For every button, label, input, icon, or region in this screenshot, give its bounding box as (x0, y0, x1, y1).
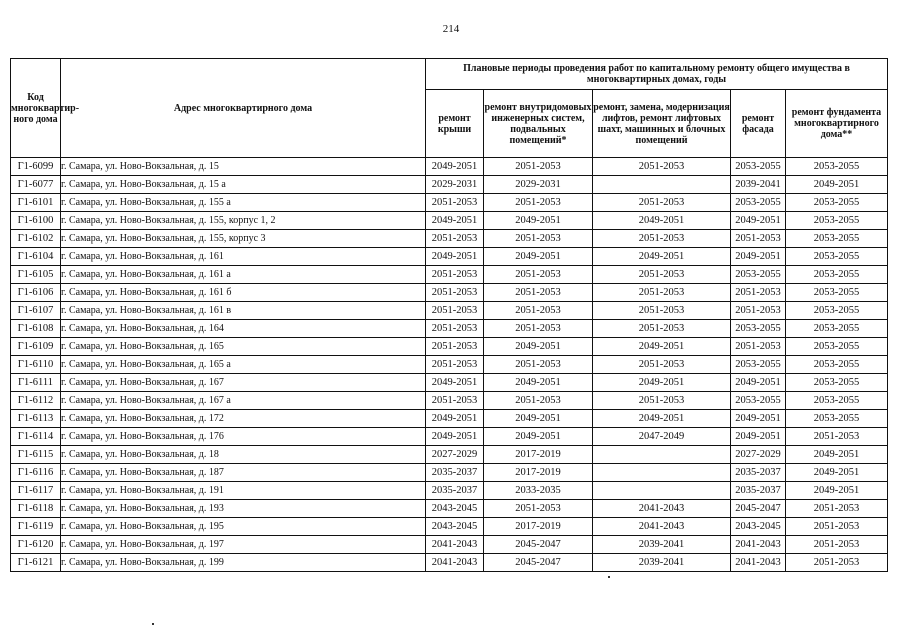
cell-facade: 2027-2029 (731, 446, 786, 464)
cell-engineering: 2049-2051 (484, 428, 593, 446)
cell-elevators: 2049-2051 (593, 338, 731, 356)
cell-address: г. Самара, ул. Ново-Вокзальная, д. 193 (61, 500, 426, 518)
cell-elevators: 2051-2053 (593, 356, 731, 374)
cell-elevators: 2051-2053 (593, 266, 731, 284)
cell-engineering: 2049-2051 (484, 212, 593, 230)
cell-code: Г1-6107 (11, 302, 61, 320)
table-row (11, 212, 888, 230)
header-engineering: ремонт внутридомовых инженерных систем, подвальных помещений* (484, 90, 593, 158)
cell-code: Г1-6111 (11, 374, 61, 392)
cell-engineering: 2049-2051 (484, 338, 593, 356)
cell-foundation: 2051-2053 (786, 500, 888, 518)
cell-code: Г1-6114 (11, 428, 61, 446)
cell-code: Г1-6118 (11, 500, 61, 518)
cell-code: Г1-6110 (11, 356, 61, 374)
cell-address: г. Самара, ул. Ново-Вокзальная, д. 167 а (61, 392, 426, 410)
cell-facade: 2051-2053 (731, 302, 786, 320)
table-row (11, 356, 888, 374)
cell-foundation: 2049-2051 (786, 446, 888, 464)
table-row (11, 554, 888, 572)
cell-foundation: 2053-2055 (786, 320, 888, 338)
cell-code: Г1-6104 (11, 248, 61, 266)
cell-foundation: 2053-2055 (786, 302, 888, 320)
cell-facade: 2053-2055 (731, 266, 786, 284)
cell-engineering: 2051-2053 (484, 320, 593, 338)
cell-code: Г1-6100 (11, 212, 61, 230)
cell-roof: 2051-2053 (426, 320, 484, 338)
cell-facade: 2053-2055 (731, 194, 786, 212)
cell-elevators: 2051-2053 (593, 392, 731, 410)
cell-engineering: 2049-2051 (484, 248, 593, 266)
cell-facade: 2041-2043 (731, 554, 786, 572)
table-row (11, 338, 888, 356)
cell-facade: 2049-2051 (731, 374, 786, 392)
cell-address: г. Самара, ул. Ново-Вокзальная, д. 161 б (61, 284, 426, 302)
cell-code: Г1-6120 (11, 536, 61, 554)
cell-facade: 2049-2051 (731, 410, 786, 428)
cell-elevators: 2049-2051 (593, 212, 731, 230)
cell-code: Г1-6119 (11, 518, 61, 536)
cell-foundation: 2053-2055 (786, 338, 888, 356)
cell-address: г. Самара, ул. Ново-Вокзальная, д. 161 (61, 248, 426, 266)
header-address: Адрес многоквартирного дома (61, 59, 426, 158)
table-row (11, 392, 888, 410)
cell-engineering: 2045-2047 (484, 536, 593, 554)
cell-roof: 2035-2037 (426, 482, 484, 500)
table-row (11, 464, 888, 482)
cell-facade: 2035-2037 (731, 482, 786, 500)
table-row (11, 482, 888, 500)
cell-engineering: 2049-2051 (484, 410, 593, 428)
cell-roof: 2051-2053 (426, 266, 484, 284)
cell-roof: 2049-2051 (426, 374, 484, 392)
cell-roof: 2043-2045 (426, 518, 484, 536)
cell-engineering: 2051-2053 (484, 302, 593, 320)
cell-foundation: 2053-2055 (786, 410, 888, 428)
cell-foundation: 2051-2053 (786, 554, 888, 572)
cell-roof: 2051-2053 (426, 338, 484, 356)
cell-code: Г1-6115 (11, 446, 61, 464)
cell-engineering: 2033-2035 (484, 482, 593, 500)
cell-elevators: 2041-2043 (593, 518, 731, 536)
cell-address: г. Самара, ул. Ново-Вокзальная, д. 155, корпус 1, 2 (61, 212, 426, 230)
cell-foundation: 2053-2055 (786, 194, 888, 212)
cell-address: г. Самара, ул. Ново-Вокзальная, д. 164 (61, 320, 426, 338)
cell-foundation: 2053-2055 (786, 356, 888, 374)
cell-address: г. Самара, ул. Ново-Вокзальная, д. 15 а (61, 176, 426, 194)
cell-code: Г1-6105 (11, 266, 61, 284)
cell-roof: 2049-2051 (426, 428, 484, 446)
cell-code: Г1-6102 (11, 230, 61, 248)
cell-roof: 2049-2051 (426, 410, 484, 428)
cell-roof: 2049-2051 (426, 248, 484, 266)
cell-facade: 2049-2051 (731, 248, 786, 266)
cell-engineering: 2049-2051 (484, 374, 593, 392)
cell-engineering: 2017-2019 (484, 446, 593, 464)
cell-address: г. Самара, ул. Ново-Вокзальная, д. 199 (61, 554, 426, 572)
cell-code: Г1-6112 (11, 392, 61, 410)
cell-elevators: 2039-2041 (593, 554, 731, 572)
cell-code: Г1-6101 (11, 194, 61, 212)
cell-address: г. Самара, ул. Ново-Вокзальная, д. 176 (61, 428, 426, 446)
cell-address: г. Самара, ул. Ново-Вокзальная, д. 172 (61, 410, 426, 428)
cell-facade: 2049-2051 (731, 212, 786, 230)
header-elevators: ремонт, замена, модернизация лифтов, ремонт лифтовых шахт, машинных и блочных помещений (593, 90, 731, 158)
cell-engineering: 2029-2031 (484, 176, 593, 194)
cell-engineering: 2017-2019 (484, 464, 593, 482)
cell-roof: 2029-2031 (426, 176, 484, 194)
cell-roof: 2051-2053 (426, 230, 484, 248)
table-row (11, 374, 888, 392)
cell-facade: 2053-2055 (731, 158, 786, 176)
table-row (11, 446, 888, 464)
table-row (11, 320, 888, 338)
cell-roof: 2049-2051 (426, 158, 484, 176)
table-row (11, 266, 888, 284)
header-roof: ремонт крыши (426, 90, 484, 158)
cell-elevators: 2051-2053 (593, 302, 731, 320)
cell-engineering: 2017-2019 (484, 518, 593, 536)
header-foundation: ремонт фундамента многоквартирного дома** (786, 90, 888, 158)
scan-speck (608, 576, 610, 578)
cell-foundation: 2053-2055 (786, 284, 888, 302)
cell-address: г. Самара, ул. Ново-Вокзальная, д. 161 в (61, 302, 426, 320)
cell-code: Г1-6116 (11, 464, 61, 482)
cell-address: г. Самара, ул. Ново-Вокзальная, д. 15 (61, 158, 426, 176)
cell-elevators: 2039-2041 (593, 536, 731, 554)
cell-elevators: 2051-2053 (593, 230, 731, 248)
cell-address: г. Самара, ул. Ново-Вокзальная, д. 187 (61, 464, 426, 482)
cell-foundation: 2051-2053 (786, 518, 888, 536)
cell-code: Г1-6106 (11, 284, 61, 302)
cell-address: г. Самара, ул. Ново-Вокзальная, д. 155 а (61, 194, 426, 212)
cell-elevators (593, 446, 731, 464)
cell-elevators (593, 482, 731, 500)
table-row (11, 230, 888, 248)
cell-roof: 2041-2043 (426, 554, 484, 572)
cell-foundation: 2051-2053 (786, 536, 888, 554)
cell-roof: 2041-2043 (426, 536, 484, 554)
cell-foundation: 2051-2053 (786, 428, 888, 446)
cell-facade: 2051-2053 (731, 338, 786, 356)
cell-engineering: 2051-2053 (484, 500, 593, 518)
cell-foundation: 2053-2055 (786, 248, 888, 266)
table-row (11, 248, 888, 266)
cell-roof: 2035-2037 (426, 464, 484, 482)
table-row (11, 194, 888, 212)
cell-facade: 2049-2051 (731, 428, 786, 446)
cell-roof: 2051-2053 (426, 194, 484, 212)
cell-foundation: 2053-2055 (786, 374, 888, 392)
cell-roof: 2051-2053 (426, 284, 484, 302)
cell-address: г. Самара, ул. Ново-Вокзальная, д. 191 (61, 482, 426, 500)
cell-facade: 2053-2055 (731, 356, 786, 374)
cell-engineering: 2051-2053 (484, 158, 593, 176)
cell-foundation: 2049-2051 (786, 176, 888, 194)
cell-engineering: 2051-2053 (484, 194, 593, 212)
cell-foundation: 2053-2055 (786, 230, 888, 248)
cell-facade: 2043-2045 (731, 518, 786, 536)
cell-code: Г1-6117 (11, 482, 61, 500)
cell-elevators (593, 176, 731, 194)
cell-facade: 2035-2037 (731, 464, 786, 482)
cell-foundation: 2053-2055 (786, 392, 888, 410)
cell-address: г. Самара, ул. Ново-Вокзальная, д. 161 а (61, 266, 426, 284)
cell-engineering: 2051-2053 (484, 392, 593, 410)
cell-facade: 2045-2047 (731, 500, 786, 518)
table-row (11, 284, 888, 302)
cell-roof: 2049-2051 (426, 212, 484, 230)
cell-roof: 2051-2053 (426, 356, 484, 374)
cell-foundation: 2049-2051 (786, 464, 888, 482)
cell-foundation: 2053-2055 (786, 212, 888, 230)
cell-code: Г1-6121 (11, 554, 61, 572)
cell-engineering: 2051-2053 (484, 284, 593, 302)
cell-engineering: 2051-2053 (484, 230, 593, 248)
header-facade: ремонт фасада (731, 90, 786, 158)
cell-roof: 2027-2029 (426, 446, 484, 464)
cell-engineering: 2051-2053 (484, 356, 593, 374)
table-row (11, 536, 888, 554)
cell-elevators: 2051-2053 (593, 320, 731, 338)
cell-engineering: 2051-2053 (484, 266, 593, 284)
scan-speck (152, 623, 154, 625)
table-row (11, 176, 888, 194)
table-row (11, 518, 888, 536)
cell-code: Г1-6077 (11, 176, 61, 194)
cell-elevators: 2051-2053 (593, 194, 731, 212)
cell-elevators (593, 464, 731, 482)
cell-address: г. Самара, ул. Ново-Вокзальная, д. 165 (61, 338, 426, 356)
table-row (11, 158, 888, 176)
cell-code: Г1-6099 (11, 158, 61, 176)
cell-roof: 2043-2045 (426, 500, 484, 518)
table-row (11, 500, 888, 518)
cell-address: г. Самара, ул. Ново-Вокзальная, д. 197 (61, 536, 426, 554)
cell-roof: 2051-2053 (426, 302, 484, 320)
cell-code: Г1-6113 (11, 410, 61, 428)
cell-facade: 2041-2043 (731, 536, 786, 554)
header-code: Код многоквартир-ного дома (11, 59, 61, 158)
table-row (11, 410, 888, 428)
cell-code: Г1-6109 (11, 338, 61, 356)
cell-facade: 2053-2055 (731, 320, 786, 338)
cell-foundation: 2053-2055 (786, 266, 888, 284)
capital-repair-table (10, 58, 888, 572)
cell-elevators: 2051-2053 (593, 158, 731, 176)
cell-foundation: 2053-2055 (786, 158, 888, 176)
table-header (11, 59, 888, 158)
cell-address: г. Самара, ул. Ново-Вокзальная, д. 165 а (61, 356, 426, 374)
page-number: 214 (442, 23, 460, 35)
header-periods: Плановые периоды проведения работ по капитальному ремонту общего имущества в многоквартирных домах, годы (426, 59, 888, 90)
cell-elevators: 2049-2051 (593, 410, 731, 428)
cell-address: г. Самара, ул. Ново-Вокзальная, д. 167 (61, 374, 426, 392)
table-body (11, 158, 888, 572)
cell-engineering: 2045-2047 (484, 554, 593, 572)
cell-elevators: 2041-2043 (593, 500, 731, 518)
cell-foundation: 2049-2051 (786, 482, 888, 500)
cell-elevators: 2049-2051 (593, 374, 731, 392)
table-row (11, 428, 888, 446)
cell-address: г. Самара, ул. Ново-Вокзальная, д. 18 (61, 446, 426, 464)
cell-facade: 2039-2041 (731, 176, 786, 194)
cell-address: г. Самара, ул. Ново-Вокзальная, д. 155, корпус 3 (61, 230, 426, 248)
cell-code: Г1-6108 (11, 320, 61, 338)
cell-elevators: 2049-2051 (593, 248, 731, 266)
cell-elevators: 2051-2053 (593, 284, 731, 302)
cell-elevators: 2047-2049 (593, 428, 731, 446)
table-row (11, 302, 888, 320)
cell-facade: 2051-2053 (731, 230, 786, 248)
cell-facade: 2053-2055 (731, 392, 786, 410)
cell-roof: 2051-2053 (426, 392, 484, 410)
cell-facade: 2051-2053 (731, 284, 786, 302)
cell-address: г. Самара, ул. Ново-Вокзальная, д. 195 (61, 518, 426, 536)
